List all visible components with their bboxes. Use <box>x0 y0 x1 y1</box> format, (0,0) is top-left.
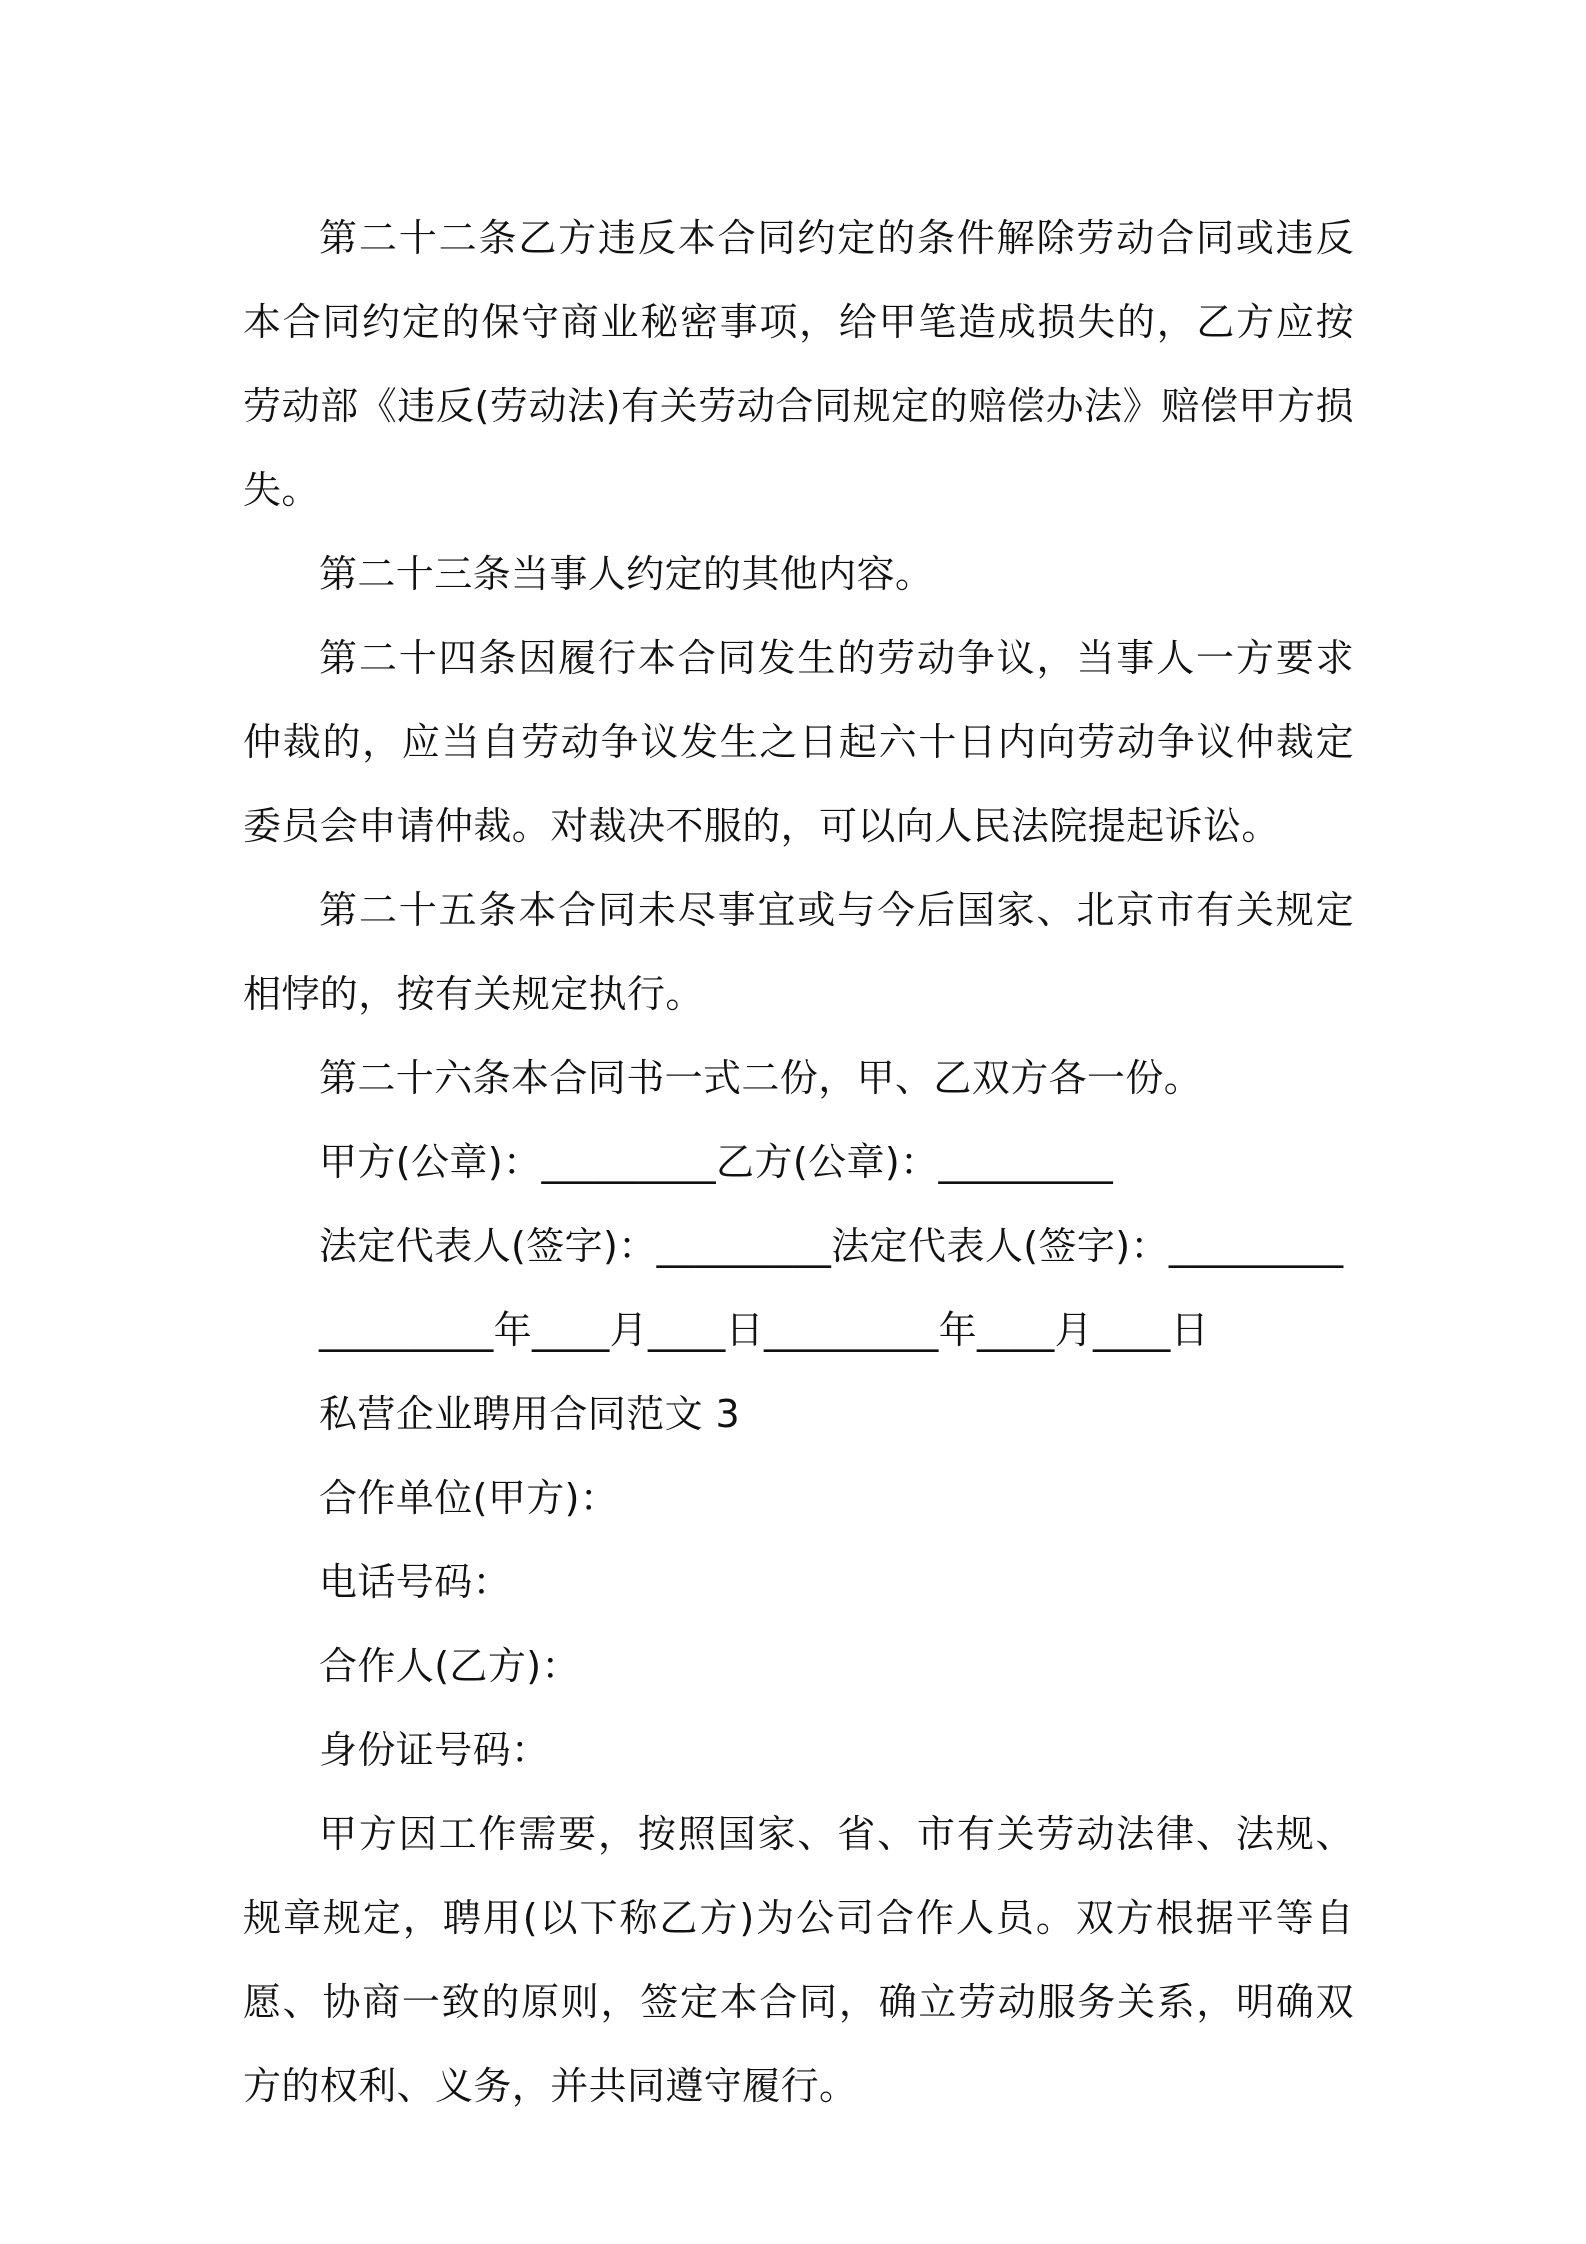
party-a-field: 合作单位(甲方)： <box>319 1476 619 1520</box>
party-b-field: 合作人(乙方)： <box>319 1644 580 1688</box>
article-25-paragraph: 第二十五条本合同未尽事宜或与今后国家、北京市有关规定相悖的，按有关规定执行。 <box>243 888 1354 1016</box>
id-number-field: 身份证号码： <box>319 1728 550 1772</box>
seal-line: 甲方(公章)：_________乙方(公章)：_________ <box>319 1140 1114 1184</box>
signature-line: 法定代表人(签字)：_________法定代表人(签字)：_________ <box>319 1224 1344 1268</box>
article-24-paragraph: 第二十四条因履行本合同发生的劳动争议，当事人一方要求仲裁的，应当自劳动争议发生之日起六十日内向劳动争议仲裁定委员会申请仲裁。对裁决不服的，可以向人民法院提起诉讼。 <box>243 636 1354 848</box>
article-22-paragraph: 第二十二条乙方违反本合同约定的条件解除劳动合同或违反本合同约定的保守商业秘密事项，给甲笔造成损失的，乙方应按劳动部《违反(劳动法)有关劳动合同规定的赔偿办法》赔偿甲方损失。 <box>243 216 1354 512</box>
date-line: _________年____月____日_________年____月____日 <box>319 1308 1210 1352</box>
intro-paragraph: 甲方因工作需要，按照国家、省、市有关劳动法律、法规、规章规定，聘用(以下称乙方)为公司合作人员。双方根据平等自愿、协商一致的原则，签定本合同，确立劳动服务关系，明确双方的权利、义务，并共同遵守履行。 <box>243 1812 1354 2108</box>
phone-field: 电话号码： <box>319 1560 512 1604</box>
document-body <box>243 196 1354 2128</box>
section-title: 私营企业聘用合同范文 3 <box>319 1392 741 1436</box>
article-23-paragraph: 第二十三条当事人约定的其他内容。 <box>319 552 934 596</box>
article-26-paragraph: 第二十六条本合同书一式二份，甲、乙双方各一份。 <box>319 1056 1203 1100</box>
